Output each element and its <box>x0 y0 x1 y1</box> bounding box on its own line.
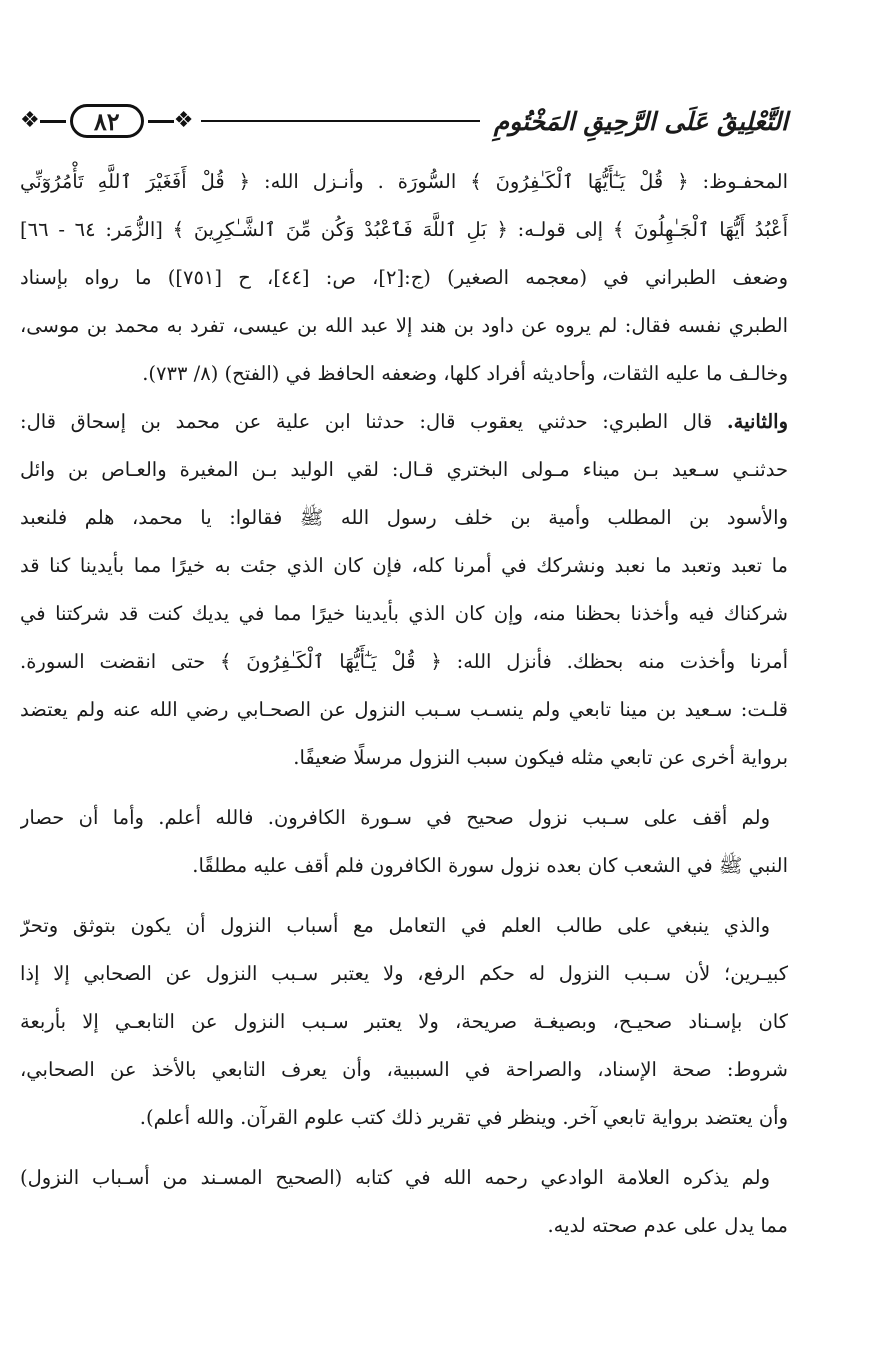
text-line: شركناك فيه وأخذنا بحظنا منه، وإن كان الذي بأيدينا خيرًا مما في يديك كنت قد شركتنا في <box>20 602 788 625</box>
text-line: وخالـف ما عليه الثقات، وأحاديثه أفراد كلها، وضعفه الحافظ في (الفتح) (٨/ ٧٣٣). <box>142 362 788 385</box>
text-line: كبيـرين؛ لأن سـبب النزول له حكم الرفع، ولا يعتبر سـبب النزول عن الصحابي إلا إذا <box>20 962 788 985</box>
ornament-left-icon: ❖ <box>20 108 40 133</box>
text-line: برواية أخرى عن تابعي مثله فيكون سبب النزول مرسلًا ضعيفًا. <box>293 746 788 769</box>
text-line: والذي ينبغي على طالب العلم في التعامل مع أسباب النزول أن يكون بتوثق وتحرّ <box>20 914 770 937</box>
header-rule <box>40 120 66 123</box>
section-lead: والثانية. <box>726 410 788 433</box>
paragraph-3 <box>20 794 788 890</box>
text-line <box>20 398 788 446</box>
text-line: الطبري نفسه فقال: لم يروه عن داود بن هند إلا عبد الله بن عيسى، تفرد به محمد بن موسى، <box>20 314 788 337</box>
running-header <box>20 96 788 146</box>
text-line: حدثنـي سـعيد بـن ميناء مـولى البختري قـال: لقي الوليد بـن المغيرة والعـاص بن وائل <box>20 458 788 481</box>
running-title: التَّعْلِيقُ عَلَى الرَّحِيقِ المَخْتُومِ <box>493 106 788 136</box>
header-rule-long <box>201 120 479 122</box>
paragraph-5 <box>20 1154 788 1250</box>
text-line: كان بإسـناد صحيـح، وبصيغـة صريحة، ولا يعتبر سـبب النزول عن التابعـي إلا بأربعة <box>20 1010 788 1033</box>
text-line: ولم يذكره العلامة الوادعي رحمه الله في كتابه (الصحيح المسـند من أسـباب النزول) <box>20 1166 770 1189</box>
text-line: ولم أقف على سـبب نزول صحيح في سـورة الكافرون. فالله أعلم. وأما أن حصار <box>20 806 770 829</box>
page-body <box>20 158 788 1250</box>
text-line: أمرنا وأخذت منه بحظك. فأنزل الله: ﴿ قُلْ يَـٰٓأَيُّهَا ٱلْكَـٰفِرُونَ ﴾ حتى انقضت السورة. <box>20 650 788 673</box>
text-line: وضعف الطبراني في (معجمه الصغير) (ج:[٢]، ص: [٤٤]، ح [٧٥١]) ما رواه بإسناد <box>20 266 788 289</box>
text-line: وأن يعتضد برواية تابعي آخر. وينظر في تقرير ذلك كتب علوم القرآن. والله أعلم). <box>139 1106 788 1129</box>
text-line: النبي ﷺ في الشعب كان بعده نزول سورة الكافرون فلم أقف عليه مطلقًا. <box>192 854 788 877</box>
ornament-right-icon: ❖ <box>173 108 194 133</box>
paragraph-1 <box>20 158 788 398</box>
text-line: قلـت: سـعيد بن مينا تابعي ولم ينسـب سـبب النزول عن الصحـابي رضي الله عنه ولم يعتضد <box>20 698 788 721</box>
text-line: شروط: صحة الإسناد، والصراحة في السببية، وأن يعرف التابعي بالأخذ عن الصحابي، <box>20 1058 788 1081</box>
paragraph-2 <box>20 398 788 782</box>
text-line: ما تعبد وتعبد ما نعبد ونشركك في أمرنا كله، فإن كان الذي جئت به خيرًا مما بأيدينا كنا قد <box>20 554 788 577</box>
text-line: والأسود بن المطلب وأمية بن خلف رسول الله ﷺ فقالوا: يا محمد، هلم فلنعبد <box>20 506 788 529</box>
text-run: قال الطبري: حدثني يعقوب قال: حدثنا ابن علية عن محمد بن إسحاق قال: <box>20 410 727 433</box>
text-line: مما يدل على عدم صحته لديه. <box>547 1214 788 1237</box>
text-line: أَعْبُدُ أَيُّهَا ٱلْجَـٰهِلُونَ ﴾ إلى قولـه: ﴿ بَلِ ٱللَّهَ فَٱعْبُدْ وَكُن مِّنَ ٱلشَّـٰكِرِينَ ﴾ [الزُّمَر: ٦٤ - ٦٦] <box>20 218 788 241</box>
page-number-frame <box>70 104 144 138</box>
header-rule <box>148 120 174 123</box>
page-number: ٨٢ <box>93 106 120 136</box>
paragraph-4 <box>20 902 788 1142</box>
text-line: المحفـوظ: ﴿ قُلْ يَـٰٓأَيُّهَا ٱلْكَـٰفِرُونَ ﴾ السُّورَة . وأنـزل الله: ﴿ قُلْ أَفَغَيْرَ ٱللَّهِ تَأْمُرُوٓنِّي <box>20 170 788 193</box>
